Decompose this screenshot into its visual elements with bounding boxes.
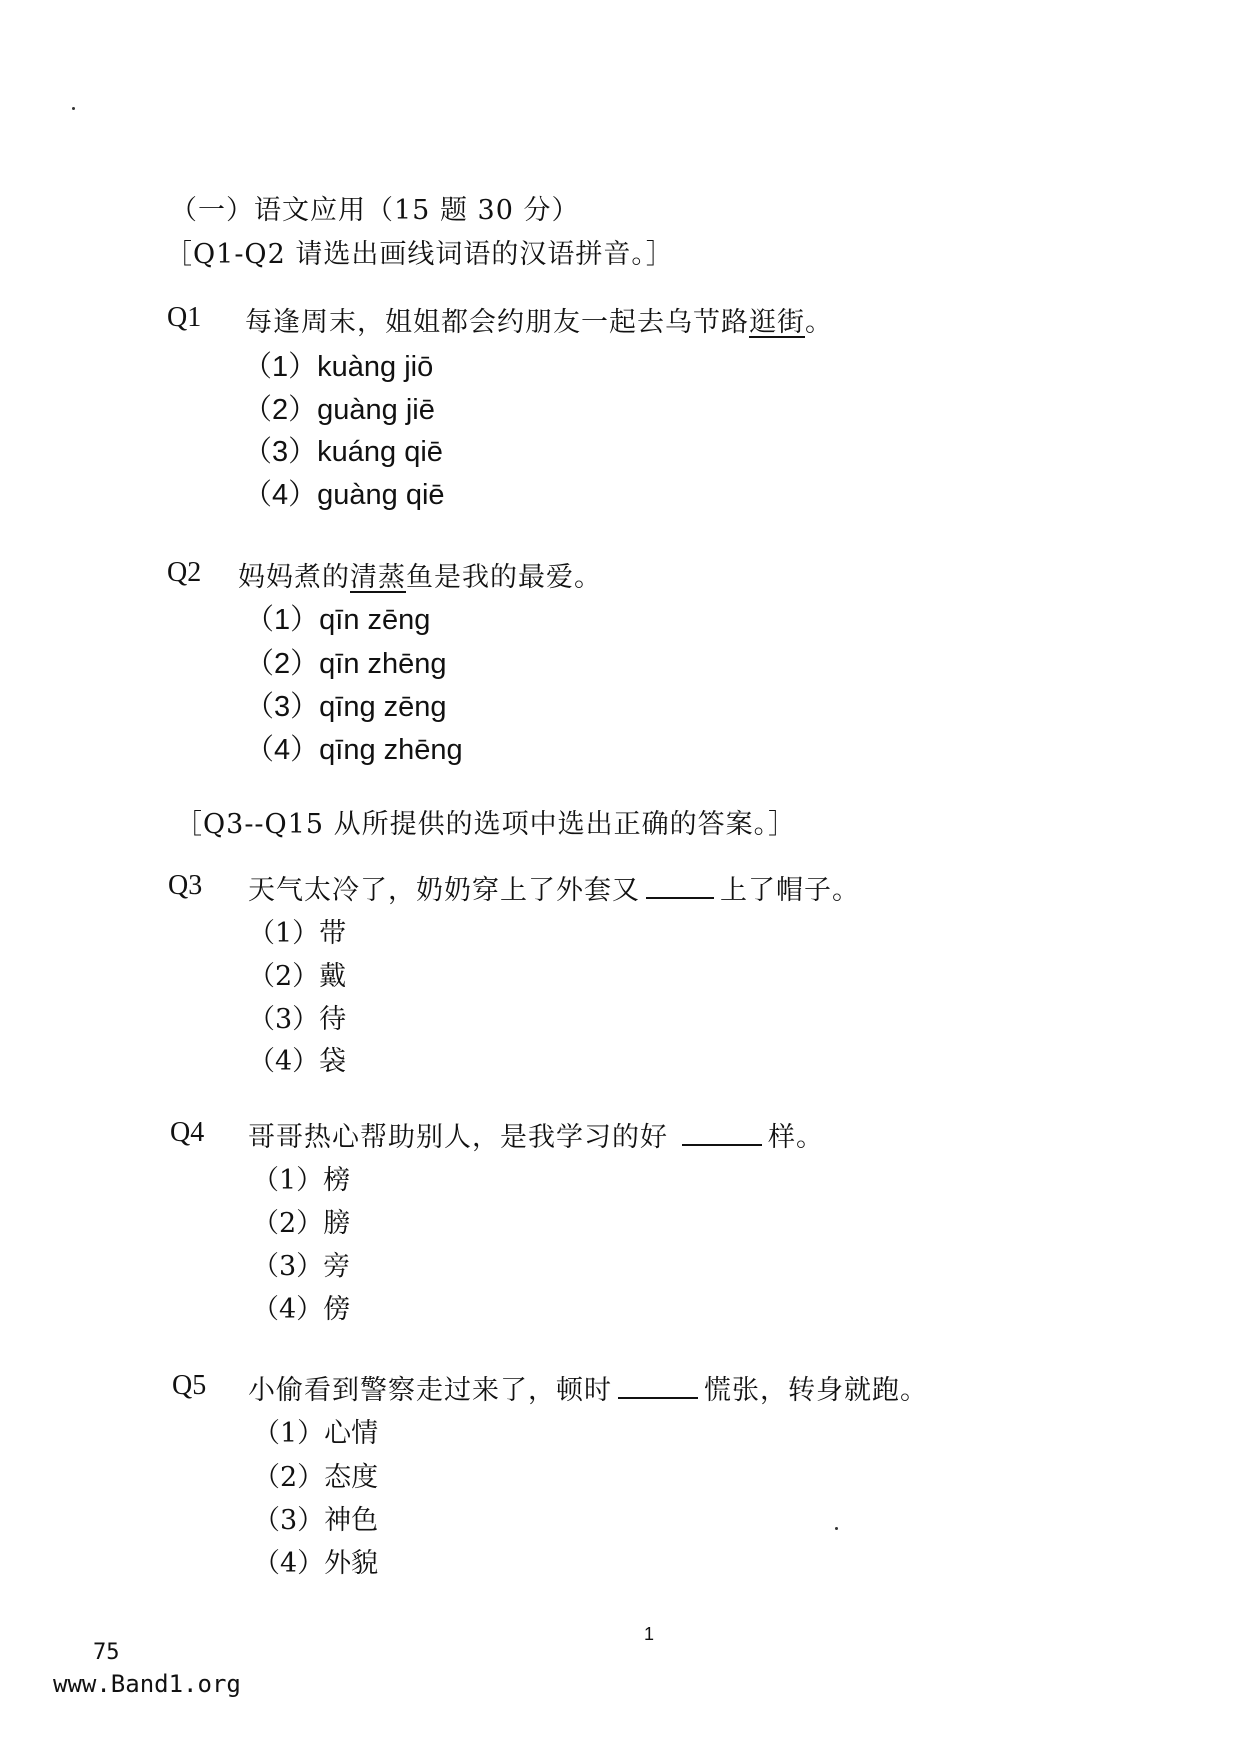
option[interactable]: （2）guàng jiē bbox=[243, 394, 435, 426]
underlined-word: 逛街 bbox=[749, 307, 805, 338]
question-number: Q5 bbox=[172, 1370, 207, 1401]
option[interactable]: （2）膀 bbox=[252, 1208, 351, 1239]
answer-blank bbox=[646, 875, 714, 899]
option[interactable]: （3）旁 bbox=[252, 1251, 351, 1282]
option[interactable]: （4）外貌 bbox=[253, 1548, 379, 1579]
option[interactable]: （3）qīng zēng bbox=[245, 691, 447, 723]
scan-speck bbox=[72, 107, 75, 110]
question-number: Q1 bbox=[167, 302, 202, 333]
option[interactable]: （1）kuàng jiō bbox=[243, 351, 434, 383]
question-stem bbox=[248, 868, 860, 907]
option[interactable]: （3）神色 bbox=[253, 1505, 379, 1536]
instruction-q1-q2: ［Q1-Q2 请选出画线词语的汉语拼音。］ bbox=[165, 239, 674, 270]
stem-text: 慌张，转身就跑。 bbox=[704, 1375, 928, 1406]
question-stem bbox=[245, 300, 833, 339]
option[interactable]: （3）待 bbox=[248, 1004, 347, 1035]
option[interactable]: （4）袋 bbox=[248, 1046, 347, 1077]
option[interactable]: （4）qīng zhēng bbox=[245, 734, 463, 766]
center-page-mark: 1 bbox=[644, 1624, 655, 1644]
stem-text: 天气太冷了，奶奶穿上了外套又 bbox=[248, 875, 640, 906]
option[interactable]: （2）态度 bbox=[253, 1462, 379, 1493]
question-number: Q4 bbox=[170, 1117, 205, 1148]
option[interactable]: （4）傍 bbox=[252, 1294, 351, 1325]
stem-text: 上了帽子。 bbox=[720, 875, 860, 906]
option[interactable]: （3）kuáng qiē bbox=[243, 436, 443, 468]
option[interactable]: （1）带 bbox=[248, 918, 347, 949]
answer-blank bbox=[618, 1375, 698, 1399]
stem-text: 每逢周末，姐姐都会约朋友一起去乌节路 bbox=[245, 307, 749, 338]
stem-text: 小偷看到警察走过来了，顿时 bbox=[248, 1375, 612, 1406]
question-number: Q3 bbox=[168, 870, 203, 901]
question-stem bbox=[248, 1115, 824, 1154]
option[interactable]: （1）心情 bbox=[253, 1418, 379, 1449]
page-number: 75 bbox=[93, 1640, 120, 1665]
stem-text: 妈妈煮的 bbox=[238, 562, 350, 593]
option[interactable]: （2）戴 bbox=[248, 961, 347, 992]
instruction-q3-q15: ［Q3--Q15 从所提供的选项中选出正确的答案。］ bbox=[175, 809, 797, 840]
option[interactable]: （1）榜 bbox=[252, 1165, 351, 1196]
stem-text: 鱼是我的最爱。 bbox=[406, 562, 602, 593]
option[interactable]: （1）qīn zēng bbox=[245, 604, 431, 636]
scan-speck bbox=[835, 1527, 838, 1530]
option[interactable]: （4）guàng qiē bbox=[243, 479, 445, 511]
answer-blank bbox=[682, 1122, 762, 1146]
option[interactable]: （2）qīn zhēng bbox=[245, 648, 447, 680]
stem-text: 哥哥热心帮助别人，是我学习的好 bbox=[248, 1122, 668, 1153]
site-watermark[interactable]: www.Band1.org bbox=[53, 1670, 241, 1698]
question-stem bbox=[238, 555, 602, 594]
underlined-word: 清蒸 bbox=[350, 562, 406, 593]
question-number: Q2 bbox=[167, 557, 202, 588]
stem-text: 。 bbox=[805, 307, 833, 338]
question-stem bbox=[248, 1368, 928, 1407]
stem-text: 样。 bbox=[768, 1122, 824, 1153]
section-title: （一）语文应用（15 题 30 分） bbox=[170, 195, 580, 226]
